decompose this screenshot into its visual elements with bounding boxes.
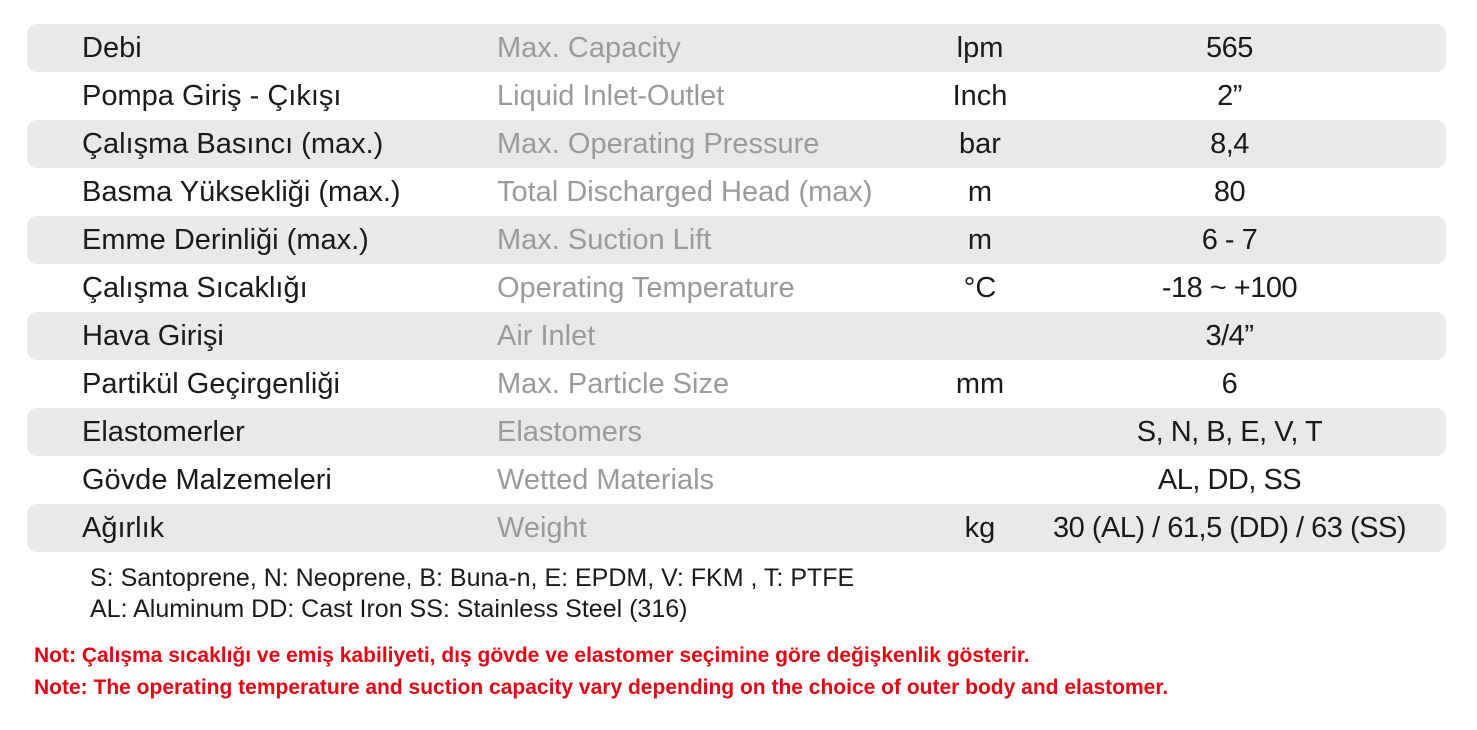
unit: Inch — [952, 80, 1008, 112]
spec-row-suction-lift — [27, 216, 1446, 264]
spec-row-inlet-outlet — [27, 72, 1446, 120]
unit: m — [967, 224, 993, 256]
value: -18 ~ +100 — [1161, 272, 1298, 304]
label-tr: Gövde Malzemeleri — [82, 464, 332, 496]
legend-materials: AL: Aluminum DD: Cast Iron SS: Stainless Steel (316) — [90, 595, 688, 623]
label-en: Max. Particle Size — [497, 368, 730, 400]
spec-row-air-inlet — [27, 312, 1446, 360]
value: 6 - 7 — [1201, 224, 1258, 256]
label-en: Air Inlet — [497, 320, 596, 352]
value: 6 — [1221, 368, 1238, 400]
value: 80 — [1213, 176, 1246, 208]
value: 30 (AL) / 61,5 (DD) / 63 (SS) — [1053, 512, 1406, 544]
unit: bar — [959, 128, 1001, 160]
value: 2” — [1217, 80, 1242, 112]
label-tr: Ağırlık — [82, 512, 165, 544]
label-tr: Elastomerler — [82, 416, 245, 448]
label-en: Max. Capacity — [497, 32, 681, 64]
unit: °C — [963, 272, 997, 304]
label-en: Weight — [497, 512, 587, 544]
label-en: Operating Temperature — [497, 272, 795, 304]
unit: m — [967, 176, 993, 208]
label-tr: Partikül Geçirgenliği — [82, 368, 340, 400]
label-tr: Emme Derinliği (max.) — [82, 224, 369, 256]
note-english: Note: The operating temperature and suction capacity vary depending on the choice of outer body and elastomer. — [34, 676, 1169, 699]
unit: lpm — [956, 32, 1004, 64]
note-turkish: Not: Çalışma sıcaklığı ve emiş kabiliyeti, dış gövde ve elastomer seçimine göre değişkenlik gösterir. — [34, 644, 1030, 667]
unit — [900, 456, 1060, 504]
label-tr: Pompa Giriş - Çıkışı — [82, 80, 342, 112]
unit — [900, 312, 1060, 360]
spec-row-particle-size — [27, 360, 1446, 408]
label-en: Elastomers — [497, 416, 643, 448]
value: 3/4” — [1205, 320, 1254, 352]
unit — [900, 408, 1060, 456]
label-tr: Çalışma Basıncı (max.) — [82, 128, 384, 160]
spec-table — [27, 24, 1446, 552]
label-en: Wetted Materials — [497, 464, 715, 496]
label-en: Total Discharged Head (max) — [497, 176, 873, 208]
label-tr: Çalışma Sıcaklığı — [82, 272, 308, 304]
legend-elastomers: S: Santoprene, N: Neoprene, B: Buna-n, E: EPDM, V: FKM , T: PTFE — [90, 564, 855, 592]
label-tr: Hava Girişi — [82, 320, 224, 352]
value: AL, DD, SS — [1157, 464, 1302, 496]
value: 8,4 — [1210, 128, 1249, 160]
value: S, N, B, E, V, T — [1136, 416, 1323, 448]
label-tr: Basma Yüksekliği (max.) — [82, 176, 401, 208]
spec-row-operating-temperature — [27, 264, 1446, 312]
label-tr: Debi — [82, 32, 142, 64]
spec-row-discharge-head — [27, 168, 1446, 216]
spec-row-weight — [27, 504, 1446, 552]
spec-row-operating-pressure — [27, 120, 1446, 168]
unit: kg — [964, 512, 996, 544]
spec-row-capacity — [27, 24, 1446, 72]
unit: mm — [955, 368, 1005, 400]
spec-row-wetted-materials — [27, 456, 1446, 504]
label-en: Liquid Inlet-Outlet — [497, 80, 725, 112]
abbreviation-legend — [90, 563, 854, 625]
spec-row-elastomers — [27, 408, 1446, 456]
label-en: Max. Suction Lift — [497, 224, 712, 256]
label-en: Max. Operating Pressure — [497, 128, 820, 160]
notes — [34, 640, 1168, 704]
value: 565 — [1206, 32, 1253, 64]
